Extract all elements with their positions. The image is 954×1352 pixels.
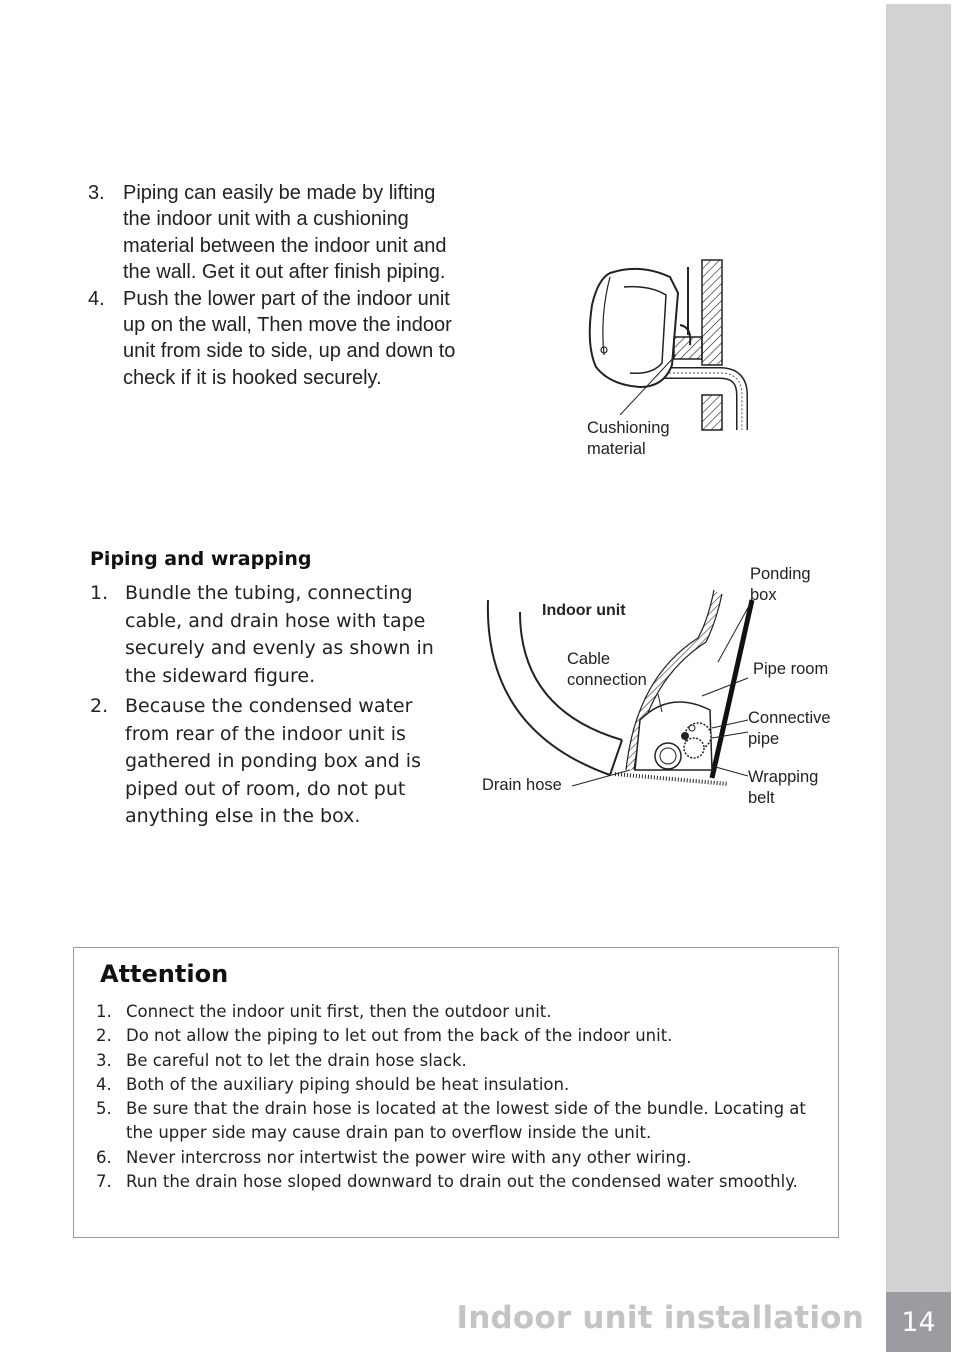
- label-line: Cable: [567, 650, 611, 668]
- label-line: belt: [748, 789, 775, 807]
- item-number: 6.: [96, 1147, 112, 1167]
- label-line: pipe: [748, 730, 780, 748]
- section-footer-title: Indoor unit installation: [456, 1300, 864, 1336]
- attention-title: Attention: [100, 960, 229, 988]
- lifting-instructions: [88, 180, 463, 391]
- drain-hose-label: Drain hose: [482, 776, 562, 794]
- attention-item: [96, 1146, 826, 1170]
- side-tab-bar: [886, 4, 951, 1352]
- item-text: Never intercross nor intertwist the power wire with any other wiring.: [126, 1147, 692, 1167]
- item-text: Be careful not to let the drain hose slack.: [126, 1050, 467, 1070]
- step-text: Piping can easily be made by lifting the indoor unit with a cushioning material between the indoor unit and the wall. Get it out after finish piping.: [123, 182, 447, 284]
- attention-item: [96, 1049, 826, 1073]
- instruction-step: [88, 286, 463, 392]
- label-line: Connective: [748, 709, 831, 727]
- item-number: 1.: [96, 1002, 112, 1021]
- cushioning-figure: [580, 255, 760, 435]
- item-text: Connect the indoor unit first, then the outdoor unit.: [126, 1002, 552, 1021]
- pipe-room-label: Pipe room: [753, 660, 829, 678]
- step-text: Bundle the tubing, connecting cable, and drain hose with tape securely and evenly as shown in the sideward figure.: [125, 582, 434, 687]
- attention-item: [96, 1000, 826, 1024]
- attention-item: [96, 1097, 826, 1146]
- instruction-step: [90, 580, 450, 690]
- step-text: Push the lower part of the indoor unit up on the wall, Then move the indoor unit from side to side, up and down to check if it is hooked securely.: [123, 287, 456, 389]
- item-number: 2.: [96, 1026, 112, 1046]
- attention-list: [96, 1000, 826, 1194]
- wrapping-instructions: [90, 580, 450, 834]
- page-number: 14: [886, 1292, 951, 1352]
- instruction-step: [90, 693, 450, 831]
- step-number: 1.: [90, 582, 109, 604]
- item-number: 5.: [96, 1099, 112, 1119]
- label-line: Wrapping: [748, 768, 819, 786]
- step-text: Because the condensed water from rear of the indoor unit is gathered in ponding box and is piped out of room, do not put anything else in the box.: [125, 695, 421, 827]
- attention-item: [96, 1170, 826, 1194]
- item-text: Be sure that the drain hose is located at the lowest side of the bundle. Locating at the upper side may cause drain pan to overflow inside the unit.: [126, 1099, 806, 1143]
- item-text: Run the drain hose sloped downward to drain out the condensed water smoothly.: [126, 1172, 798, 1192]
- label-line: box: [750, 586, 777, 604]
- step-number: 3.: [88, 182, 105, 204]
- item-number: 4.: [96, 1074, 112, 1094]
- item-text: Do not allow the piping to let out from the back of the indoor unit.: [126, 1026, 673, 1046]
- section-heading: Piping and wrapping: [90, 548, 312, 570]
- attention-item: [96, 1073, 826, 1097]
- indoor-unit-label: Indoor unit: [542, 602, 626, 619]
- instruction-step: [88, 180, 463, 286]
- attention-item: [96, 1024, 826, 1048]
- step-number: 4.: [88, 287, 105, 310]
- item-number: 7.: [96, 1172, 112, 1192]
- cushioning-label: [587, 418, 670, 460]
- connective-pipe-label: [748, 708, 831, 750]
- label-line: connection: [567, 671, 647, 689]
- step-number: 2.: [90, 695, 109, 717]
- label-line: Cushioning: [587, 419, 670, 437]
- item-number: 3.: [96, 1050, 112, 1070]
- ponding-box-label: [750, 564, 811, 606]
- label-line: material: [587, 440, 646, 458]
- cable-connection-label: [567, 649, 647, 691]
- wrapping-belt-label: [748, 767, 818, 809]
- label-line: Ponding: [750, 565, 811, 583]
- item-text: Both of the auxiliary piping should be heat insulation.: [126, 1074, 570, 1094]
